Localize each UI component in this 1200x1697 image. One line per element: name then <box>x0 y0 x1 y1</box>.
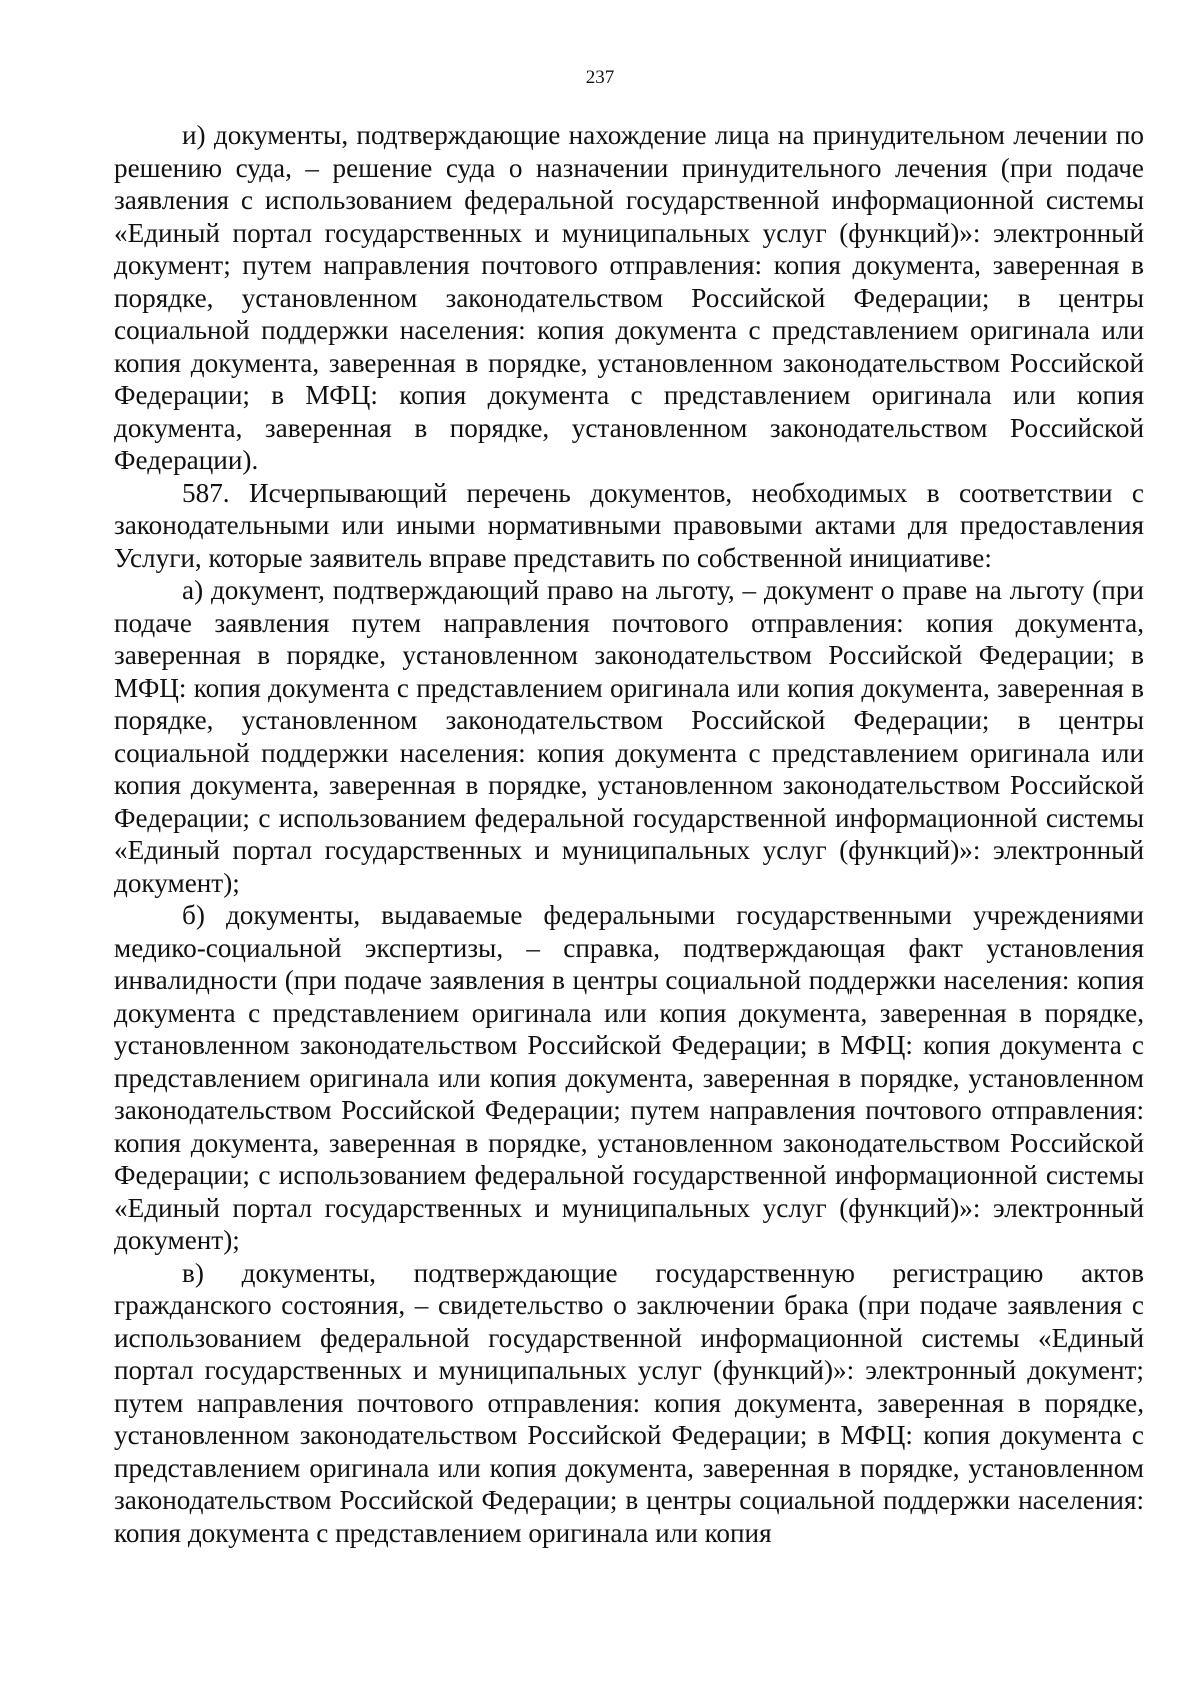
paragraph-587: 587. Исчерпывающий перечень документов, необходимых в соответствии с законодательными или иными нормативными правовыми актами для предоставления Услуги, которые заявитель вправе представить по собственной инициативе: <box>114 477 1144 573</box>
page-number: 237 <box>585 67 615 88</box>
paragraph-item-a: а) документ, подтверждающий право на льготу, – документ о праве на льготу (при подаче заявления путем направления почтового отправления: копия документа, заверенная в порядке, установленном законодательством Российской Федерации; в МФЦ: копия документа с представлением оригинала или копия документа, заверенная в порядке, установленном законодательством Российской Федерации; в центры социальной поддержки населения: копия документа с представлением оригинала или копия документа, заверенная в порядке, установленном законодательством Российской Федерации; с использованием федеральной государственной информационной системы «Единый портал государственных и муниципальных услуг (функций)»: электронный документ); <box>114 575 1144 898</box>
paragraph-item-i: и) документы, подтверждающие нахождение лица на принудительном лечении по решению суда, – решение суда о назначении принудительного лечения (при подаче заявления с использованием федеральной государственной информационной системы «Единый портал государственных и муниципальных услуг (функций)»: электронный документ; путем направления почтового отправления: копия документа, заверенная в порядке, установленном законодательством Российской Федерации; в центры социальной поддержки населения: копия документа с представлением оригинала или копия документа, заверенная в порядке, установленном законодательством Российской Федерации; в МФЦ: копия документа с представлением оригинала или копия документа, заверенная в порядке, установленном законодательством Российской Федерации). <box>114 120 1144 475</box>
paragraph-item-v: в) документы, подтверждающие государственную регистрацию актов гражданского состояния, – свидетельство о заключении брака (при подаче заявления с использованием федеральной государственной информационной системы «Единый портал государственных и муниципальных услуг (функций)»: электронный документ; путем направления почтового отправления: копия документа, заверенная в порядке, установленном законодательством Российской Федерации; в МФЦ: копия документа с представлением оригинала или копия документа, заверенная в порядке, установленном законодательством Российской Федерации; в центры социальной поддержки населения: копия документа с представлением оригинала или копия <box>114 1257 1144 1548</box>
document-body <box>114 119 1144 1549</box>
paragraph-item-b: б) документы, выдаваемые федеральными государственными учреждениями медико-социальной экспертизы, – справка, подтверждающая факт установления инвалидности (при подаче заявления в центры социальной поддержки населения: копия документа с представлением оригинала или копия документа, заверенная в порядке, установленном законодательством Российской Федерации; в МФЦ: копия документа с представлением оригинала или копия документа, заверенная в порядке, установленном законодательством Российской Федерации; путем направления почтового отправления: копия документа, заверенная в порядке, установленном законодательством Российской Федерации; с использованием федеральной государственной информационной системы «Единый портал государственных и муниципальных услуг (функций)»: электронный документ); <box>114 900 1144 1255</box>
